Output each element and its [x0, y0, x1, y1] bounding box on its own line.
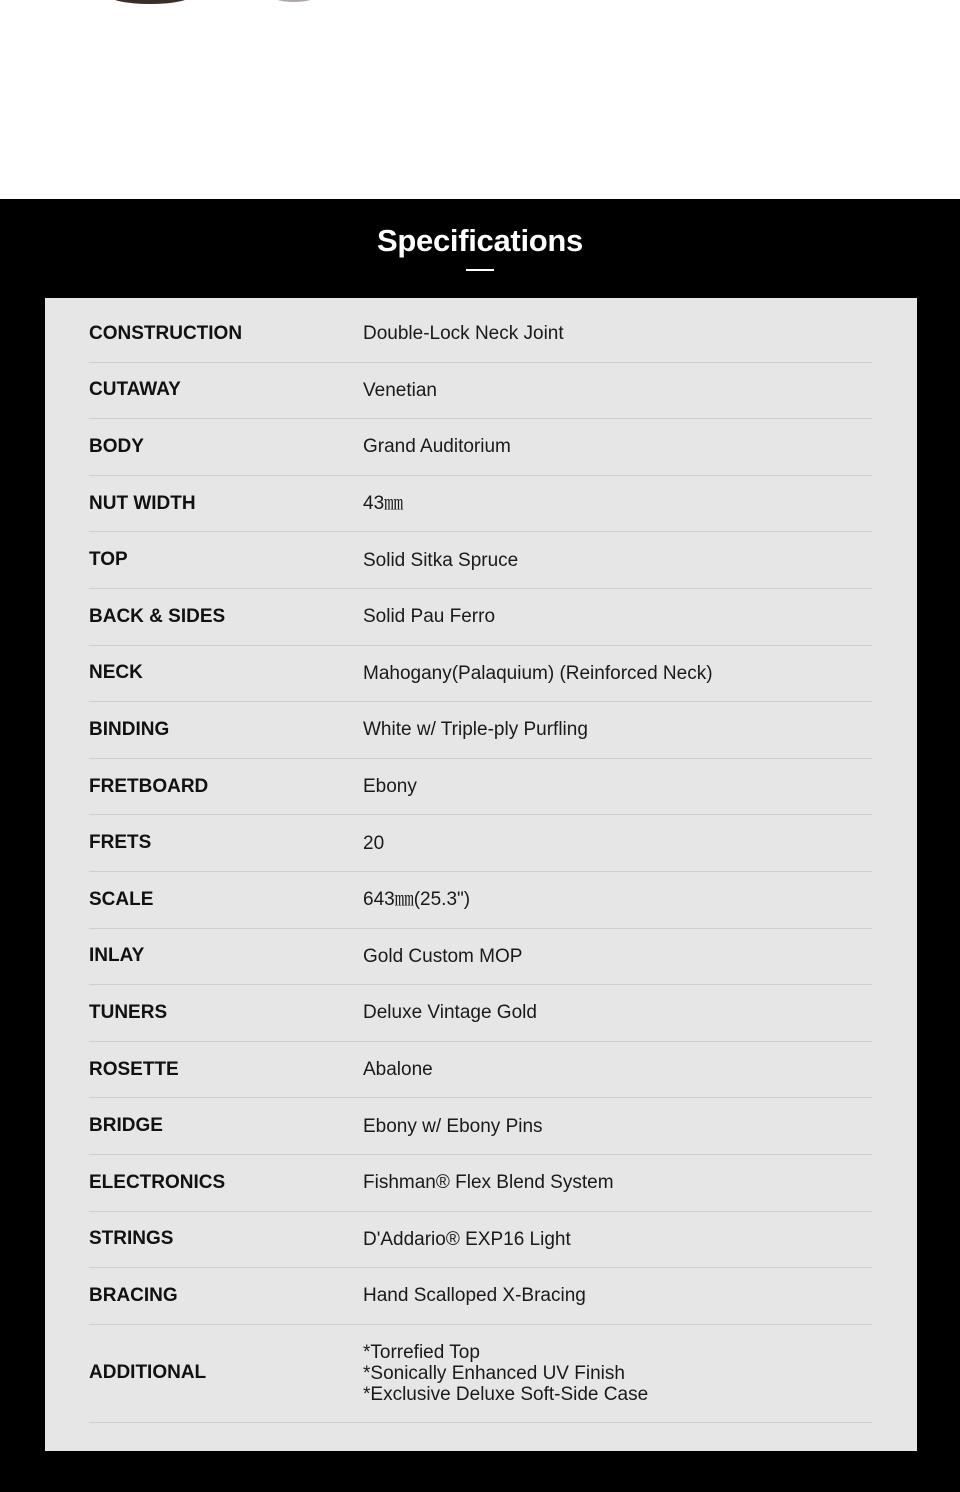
spec-row-rosette: [89, 1042, 872, 1099]
spec-row-strings: [89, 1212, 872, 1269]
spec-value: Hand Scalloped X-Bracing: [363, 1285, 586, 1307]
title-underline: [466, 269, 494, 271]
spec-value: 20: [363, 832, 385, 854]
spec-value: Venetian: [363, 379, 437, 401]
spec-label: ADDITIONAL: [89, 1362, 207, 1384]
specs-table: [45, 298, 917, 1451]
product-image-fragment-shadow: [272, 0, 316, 2]
spec-value: Solid Pau Ferro: [363, 606, 496, 628]
spec-value: White w/ Triple-ply Purfling: [363, 719, 588, 741]
specifications-section: [0, 199, 960, 1492]
spec-value: Mahogany(Palaquium) (Reinforced Neck): [363, 662, 713, 684]
spec-value-list: [363, 1342, 648, 1405]
spec-row-additional: [89, 1325, 872, 1423]
spec-row-frets: [89, 815, 872, 872]
spec-row-electronics: [89, 1155, 872, 1212]
spec-value: 43㎜: [363, 493, 404, 515]
spec-value: Double-Lock Neck Joint: [363, 323, 564, 345]
spec-row-cutaway: [89, 363, 872, 420]
spec-row-fretboard: [89, 759, 872, 816]
spec-label: NUT WIDTH: [89, 492, 196, 514]
spec-row-neck: [89, 646, 872, 703]
spec-row-bridge: [89, 1098, 872, 1155]
spec-row-nut-width: [89, 476, 872, 533]
spec-value: Solid Sitka Spruce: [363, 549, 519, 571]
product-image-area: [0, 0, 960, 199]
spec-label: TOP: [89, 549, 128, 571]
spec-label: BRIDGE: [89, 1115, 163, 1137]
spec-label: TUNERS: [89, 1001, 168, 1023]
spec-value: 643㎜(25.3"): [363, 889, 471, 911]
spec-row-back-sides: [89, 589, 872, 646]
spec-row-inlay: [89, 929, 872, 986]
spec-row-bracing: [89, 1268, 872, 1325]
spec-label: NECK: [89, 662, 143, 684]
spec-row-top: [89, 532, 872, 589]
section-title: Specifications: [377, 223, 583, 258]
spec-value: Gold Custom MOP: [363, 945, 523, 967]
spec-label: FRETS: [89, 832, 152, 854]
spec-row-body: [89, 419, 872, 476]
spec-label: BACK & SIDES: [89, 605, 226, 627]
spec-label: INLAY: [89, 945, 145, 967]
spec-value: Grand Auditorium: [363, 436, 511, 458]
spec-label: CONSTRUCTION: [89, 322, 243, 344]
spec-label: CUTAWAY: [89, 379, 181, 401]
spec-label: SCALE: [89, 888, 154, 910]
spec-label: STRINGS: [89, 1228, 174, 1250]
spec-value: Ebony w/ Ebony Pins: [363, 1115, 543, 1137]
spec-label: ELECTRONICS: [89, 1171, 226, 1193]
spec-value-line: *Torrefied Top: [363, 1341, 480, 1363]
spec-row-scale: [89, 872, 872, 929]
spec-value: D'Addario® EXP16 Light: [363, 1228, 571, 1250]
spec-row-binding: [89, 702, 872, 759]
spec-label: ROSETTE: [89, 1058, 179, 1080]
spec-value-line: *Sonically Enhanced UV Finish: [363, 1362, 625, 1384]
spec-label: BRACING: [89, 1284, 178, 1306]
product-image-fragment: [108, 0, 192, 4]
spec-value: Abalone: [363, 1059, 433, 1081]
spec-value: Fishman® Flex Blend System: [363, 1172, 614, 1194]
spec-row-construction: [89, 306, 872, 363]
spec-row-tuners: [89, 985, 872, 1042]
spec-label: FRETBOARD: [89, 775, 209, 797]
spec-label: BODY: [89, 435, 144, 457]
spec-value: Ebony: [363, 776, 417, 798]
spec-value: Deluxe Vintage Gold: [363, 1002, 537, 1024]
spec-label: BINDING: [89, 718, 170, 740]
spec-value-line: *Exclusive Deluxe Soft-Side Case: [363, 1383, 649, 1405]
